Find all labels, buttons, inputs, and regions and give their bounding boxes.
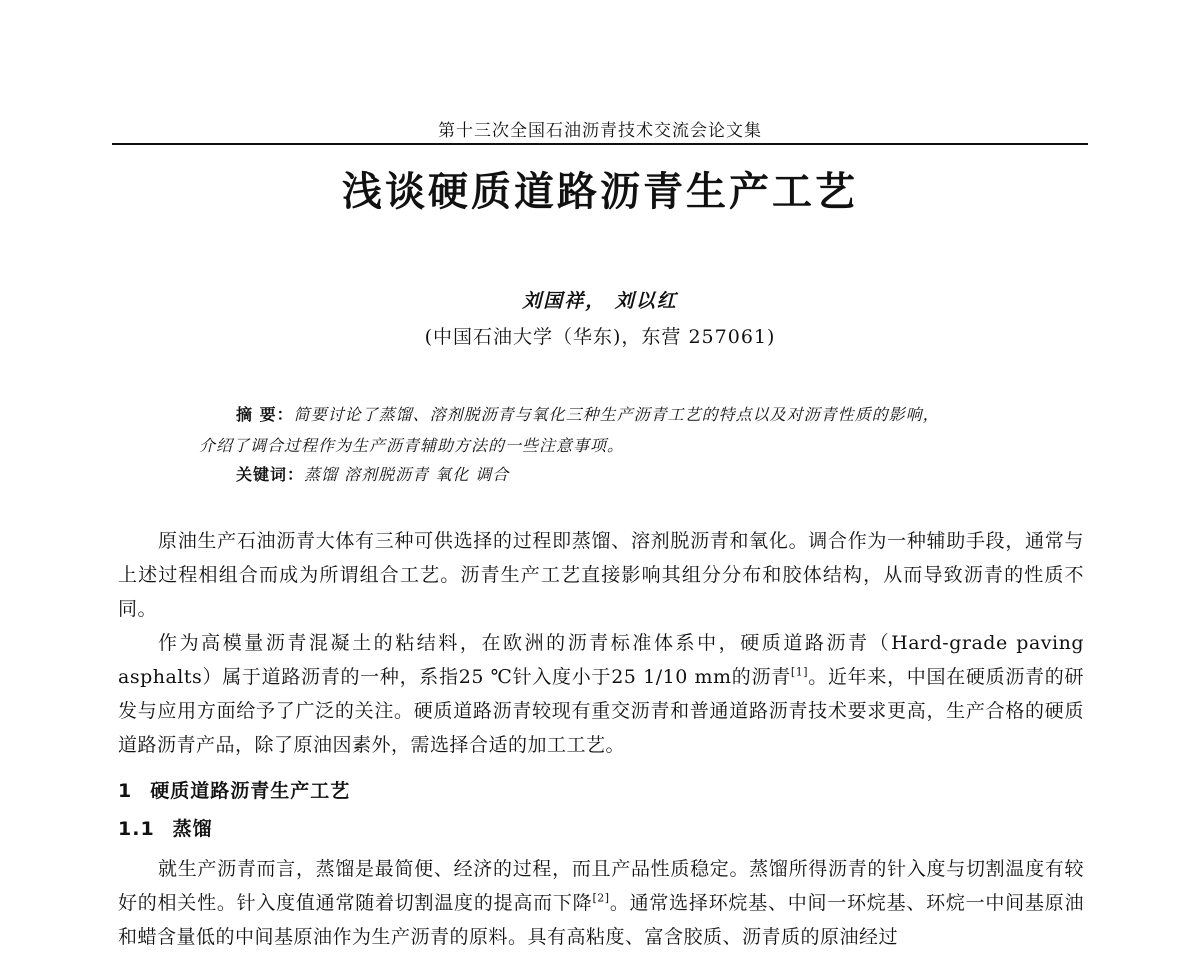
keywords-label: 关键词： (236, 465, 305, 484)
section-number: 1 (118, 780, 133, 802)
abstract-continued (199, 433, 624, 456)
section-title: 硬质道路沥青生产工艺 (150, 780, 351, 802)
body-paragraph-2 (118, 626, 1084, 762)
header-rule (112, 143, 1088, 145)
abstract-label: 摘 要： (236, 405, 294, 424)
section-heading-1 (118, 776, 350, 803)
authors: 刘国祥， 刘以红 (522, 290, 678, 312)
body-paragraph-3 (118, 852, 1084, 954)
abstract (236, 402, 940, 425)
body-paragraph-1: 原油生产石油沥青大体有三种可供选择的过程即蒸馏、溶剂脱沥青和氧化。调合作为一种辅助手段，通常与上述过程相组合而成为所谓组合工艺。沥青生产工艺直接影响其组分分布和胶体结构，从而导致沥青的性质不同。 (118, 530, 1084, 620)
running-head: 第十三次全国石油沥青技术交流会论文集 (438, 121, 762, 141)
subsection-number: 1.1 (118, 818, 155, 840)
paper-title: 浅谈硬质道路沥青生产工艺 (342, 169, 858, 215)
abstract-line-1: 简要讨论了蒸馏、溶剂脱沥青与氧化三种生产沥青工艺的特点以及对沥青性质的影响， (293, 405, 940, 424)
keywords-text: 蒸馏 溶剂脱沥青 氧化 调合 (304, 465, 510, 484)
paragraph-2-text-a: 作为高模量沥青混凝土的粘结料，在欧洲的沥青标准体系中，硬质道路沥青（Hard-grade paving asphalts）属于道路沥青的一种，系指25 ℃针入度小于25 1/10 mm的沥青 (118, 632, 1084, 688)
paragraph-3-text-a: 就生产沥青而言，蒸馏是最简便、经济的过程，而且产品性质稳定。蒸馏所得沥青的针入度与切割温度有较好的相关性。针入度值通常随着切割温度的提高而下降 (118, 858, 1084, 914)
citation-1: [1] (790, 665, 809, 679)
abstract-line-2: 介绍了调合过程作为生产沥青辅助方法的一些注意事项。 (199, 436, 625, 455)
paragraph-2-text-b: 。近年来，中国在硬质沥青的研发与应用方面给予了广泛的关注。硬质道路沥青较现有重交沥青和普通道路沥青技术要求更高，生产合格的硬质道路沥青产品，除了原油因素外，需选择合适的加工工艺。 (118, 666, 1084, 756)
section-heading-1-1 (118, 814, 213, 841)
citation-2: [2] (592, 891, 610, 905)
affiliation: (中国石油大学（华东)，东营 257061) (424, 326, 776, 348)
subsection-title: 蒸馏 (172, 818, 213, 840)
paragraph-3-text-b: 。通常选择环烷基、中间一环烷基、环烷一中间基原油和蜡含量低的中间基原油作为生产沥青的原料。具有高粘度、富含胶质、沥青质的原油经过 (118, 892, 1084, 948)
keywords (236, 462, 509, 485)
